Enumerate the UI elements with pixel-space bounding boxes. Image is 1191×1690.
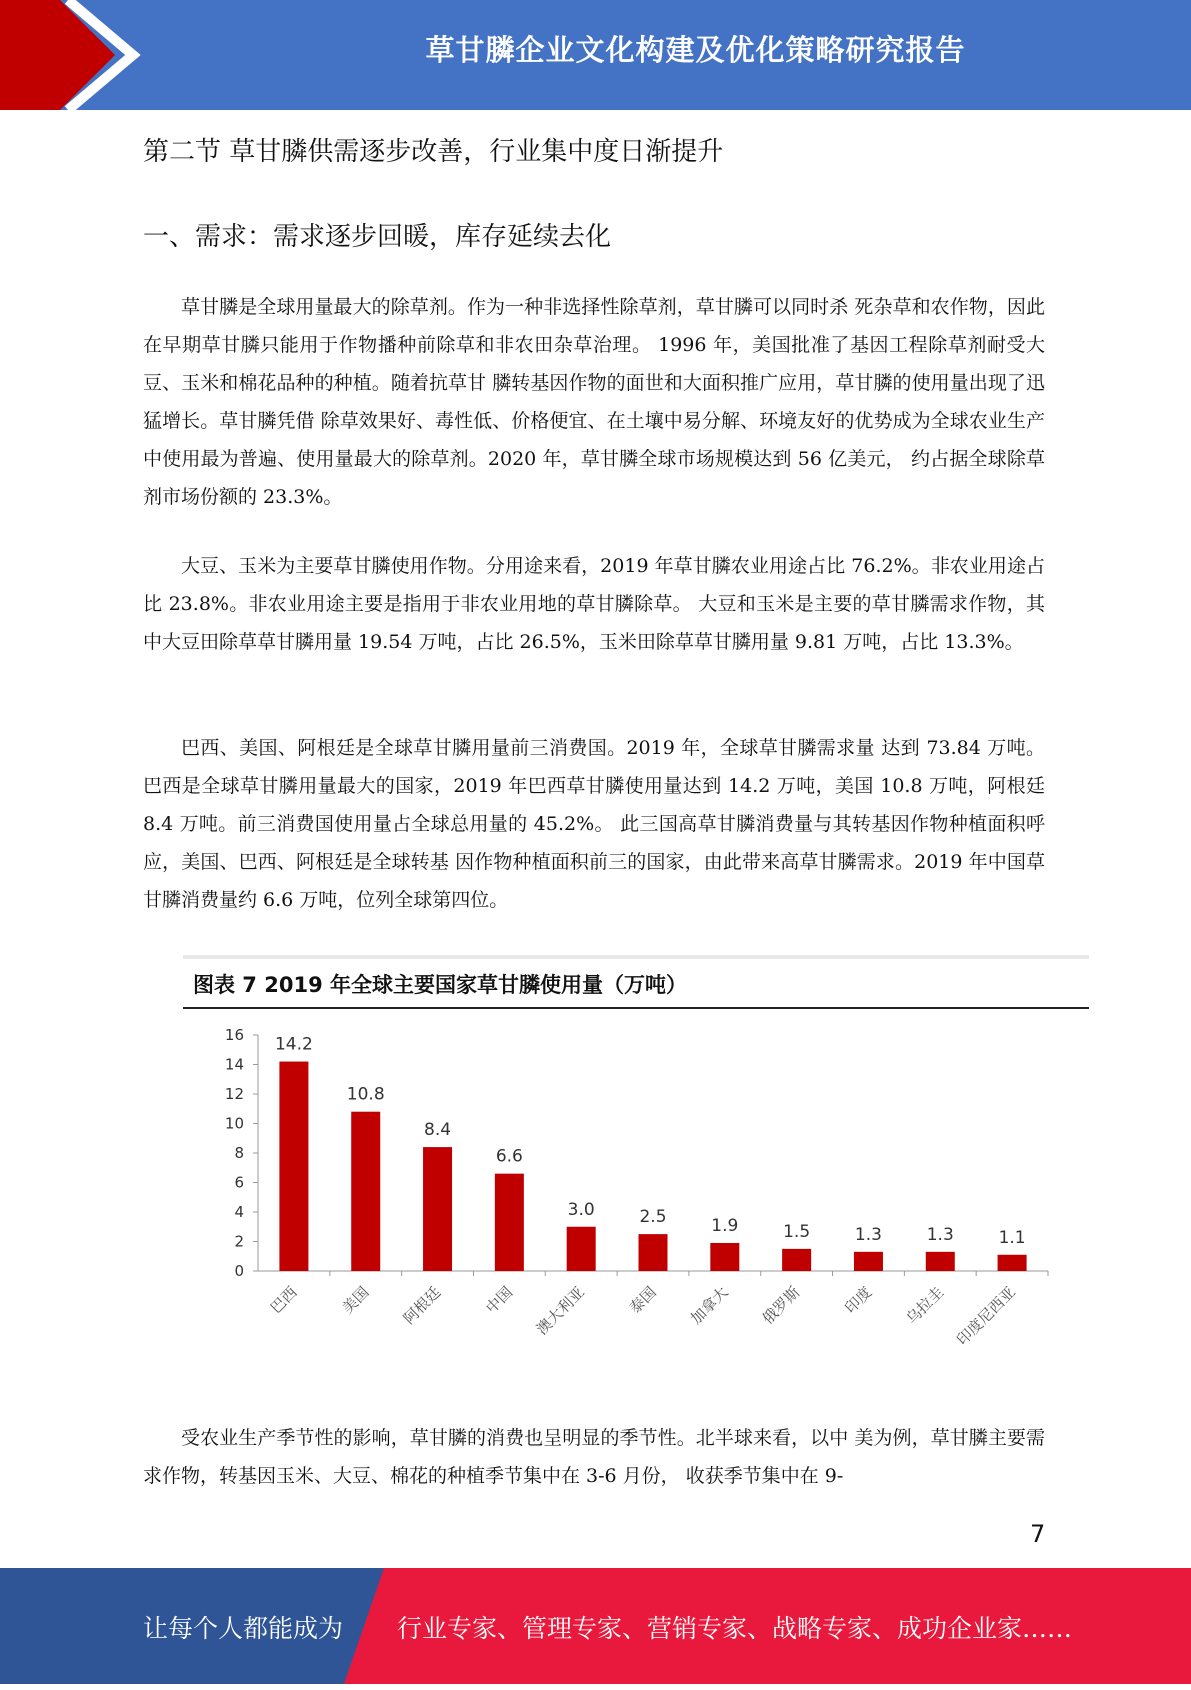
- bar: [854, 1252, 883, 1271]
- header-title: 草甘膦企业文化构建及优化策略研究报告: [425, 33, 966, 67]
- paragraph-1: 草甘膦是全球用量最大的除草剂。作为一种非选择性除草剂，草甘膦可以同时杀 死杂草和农作物，因此在早期草甘膦只能用于作物播种前除草和非农田杂草治理。 1996 年，美国批准了基因工程除草剂耐受大豆、玉米和棉花品种的种植。随着抗草甘 膦转基因作物的面世和大面积推广应用，草甘膦的使用量出现了迅猛增长。草甘膦凭借 除草效果好、毒性低、价格便宜、在土壤中易分解、环境友好的优势成为全球农业生产 中使用最为普遍、使用量最大的除草剂。2020 年，草甘膦全球市场规模达到 56 亿美元， 约占据全球除草剂市场份额的 23.3%。: [143, 296, 1045, 508]
- footer-slogan-left: 让每个人都能成为: [143, 1614, 344, 1643]
- bar: [998, 1255, 1027, 1271]
- x-category-label: 美国: [338, 1283, 373, 1318]
- header-arrow-decoration: [0, 0, 200, 110]
- subsection-title: 一、需求：需求逐步回暖，库存延续去化: [143, 222, 612, 252]
- bar: [639, 1234, 668, 1271]
- x-category-label: 泰国: [625, 1283, 660, 1318]
- bar: [495, 1174, 524, 1271]
- x-category-label: 俄罗斯: [758, 1283, 804, 1328]
- bar: [782, 1249, 811, 1271]
- bar-value-label: 1.5: [783, 1221, 811, 1242]
- y-tick-label: 4: [234, 1203, 244, 1221]
- y-tick-label: 10: [224, 1114, 244, 1133]
- y-tick-label: 6: [234, 1173, 244, 1192]
- x-category-label: 乌拉圭: [902, 1283, 948, 1328]
- bar-value-label: 1.3: [926, 1224, 954, 1245]
- x-category-label: 加拿大: [687, 1283, 732, 1328]
- y-tick-label: 0: [234, 1262, 244, 1280]
- x-category-label: 澳大利亚: [532, 1283, 589, 1339]
- chart-title: 图表 7 2019 年全球主要国家草甘膦使用量（万吨）: [193, 973, 687, 997]
- paragraph-2: 大豆、玉米为主要草甘膦使用作物。分用途来看，2019 年草甘膦农业用途占比 76.2%。非农业用途占比 23.8%。非农业用途主要是指用于非农业用地的草甘膦除草。 大豆和玉米是主要的草甘膦需求作物，其中大豆田除草草甘膦用量 19.54 万吨，占比 26.5%，玉米田除草草甘膦用量 9.81 万吨，占比 13.3%。: [143, 555, 1045, 653]
- paragraph-3: 巴西、美国、阿根廷是全球草甘膦用量前三消费国。2019 年，全球草甘膦需求量 达到 73.84 万吨。巴西是全球草甘膦用量最大的国家，2019 年巴西草甘膦使用量达到 14.2 万吨，美国 10.8 万吨，阿根廷 8.4 万吨。前三消费国使用量占全球总用量的 45.2%。 此三国高草甘膦消费量与其转基因作物种植面积呼应，美国、巴西、阿根廷是全球转基 因作物种植面积前三的国家，由此带来高草甘膦需求。2019 年中国草甘膦消费量约 6.6 万吨，位列全球第四位。: [143, 737, 1045, 911]
- bar: [710, 1243, 739, 1271]
- footer-slogan-right: 行业专家、管理专家、营销专家、战略专家、成功企业家……: [397, 1614, 1073, 1643]
- y-tick-label: 16: [224, 1026, 244, 1044]
- bar-value-label: 8.4: [424, 1120, 452, 1141]
- bar-value-label: 1.9: [711, 1215, 739, 1236]
- x-category-label: 印度尼西亚: [953, 1283, 1019, 1349]
- bar-value-label: 1.1: [998, 1227, 1026, 1248]
- x-category-label: 阿根廷: [399, 1283, 445, 1328]
- y-tick-label: 2: [234, 1232, 244, 1251]
- bar: [567, 1227, 596, 1271]
- bar: [423, 1147, 452, 1271]
- paragraph-4: 受农业生产季节性的影响，草甘膦的消费也呈明显的季节性。北半球来看，以中 美为例，草甘膦主要需求作物，转基因玉米、大豆、棉花的种植季节集中在 3-6 月份， 收获季节集中在 9-: [143, 1427, 1045, 1487]
- x-category-label: 中国: [482, 1283, 517, 1318]
- chart-plot: [183, 955, 1089, 1365]
- bar-value-label: 3.0: [567, 1199, 595, 1220]
- page-header: [0, 0, 1191, 110]
- bar-value-label: 14.2: [274, 1034, 313, 1055]
- bar-value-label: 2.5: [639, 1207, 667, 1228]
- y-tick-label: 14: [224, 1055, 244, 1074]
- bar: [279, 1062, 308, 1271]
- y-tick-label: 8: [234, 1144, 244, 1162]
- x-category-label: 巴西: [266, 1283, 301, 1318]
- bar-chart: [183, 955, 1089, 1365]
- bar: [351, 1112, 380, 1271]
- bar: [926, 1252, 955, 1271]
- x-category-label: 印度: [841, 1283, 876, 1318]
- bar-value-label: 10.8: [346, 1084, 385, 1105]
- page-footer: [0, 1568, 1191, 1684]
- y-tick-label: 12: [224, 1085, 244, 1103]
- section-title: 第二节 草甘膦供需逐步改善，行业集中度日渐提升: [143, 137, 724, 167]
- bar-value-label: 6.6: [495, 1146, 523, 1167]
- page-number: 7: [1030, 1520, 1046, 1548]
- bar-value-label: 1.3: [854, 1224, 882, 1245]
